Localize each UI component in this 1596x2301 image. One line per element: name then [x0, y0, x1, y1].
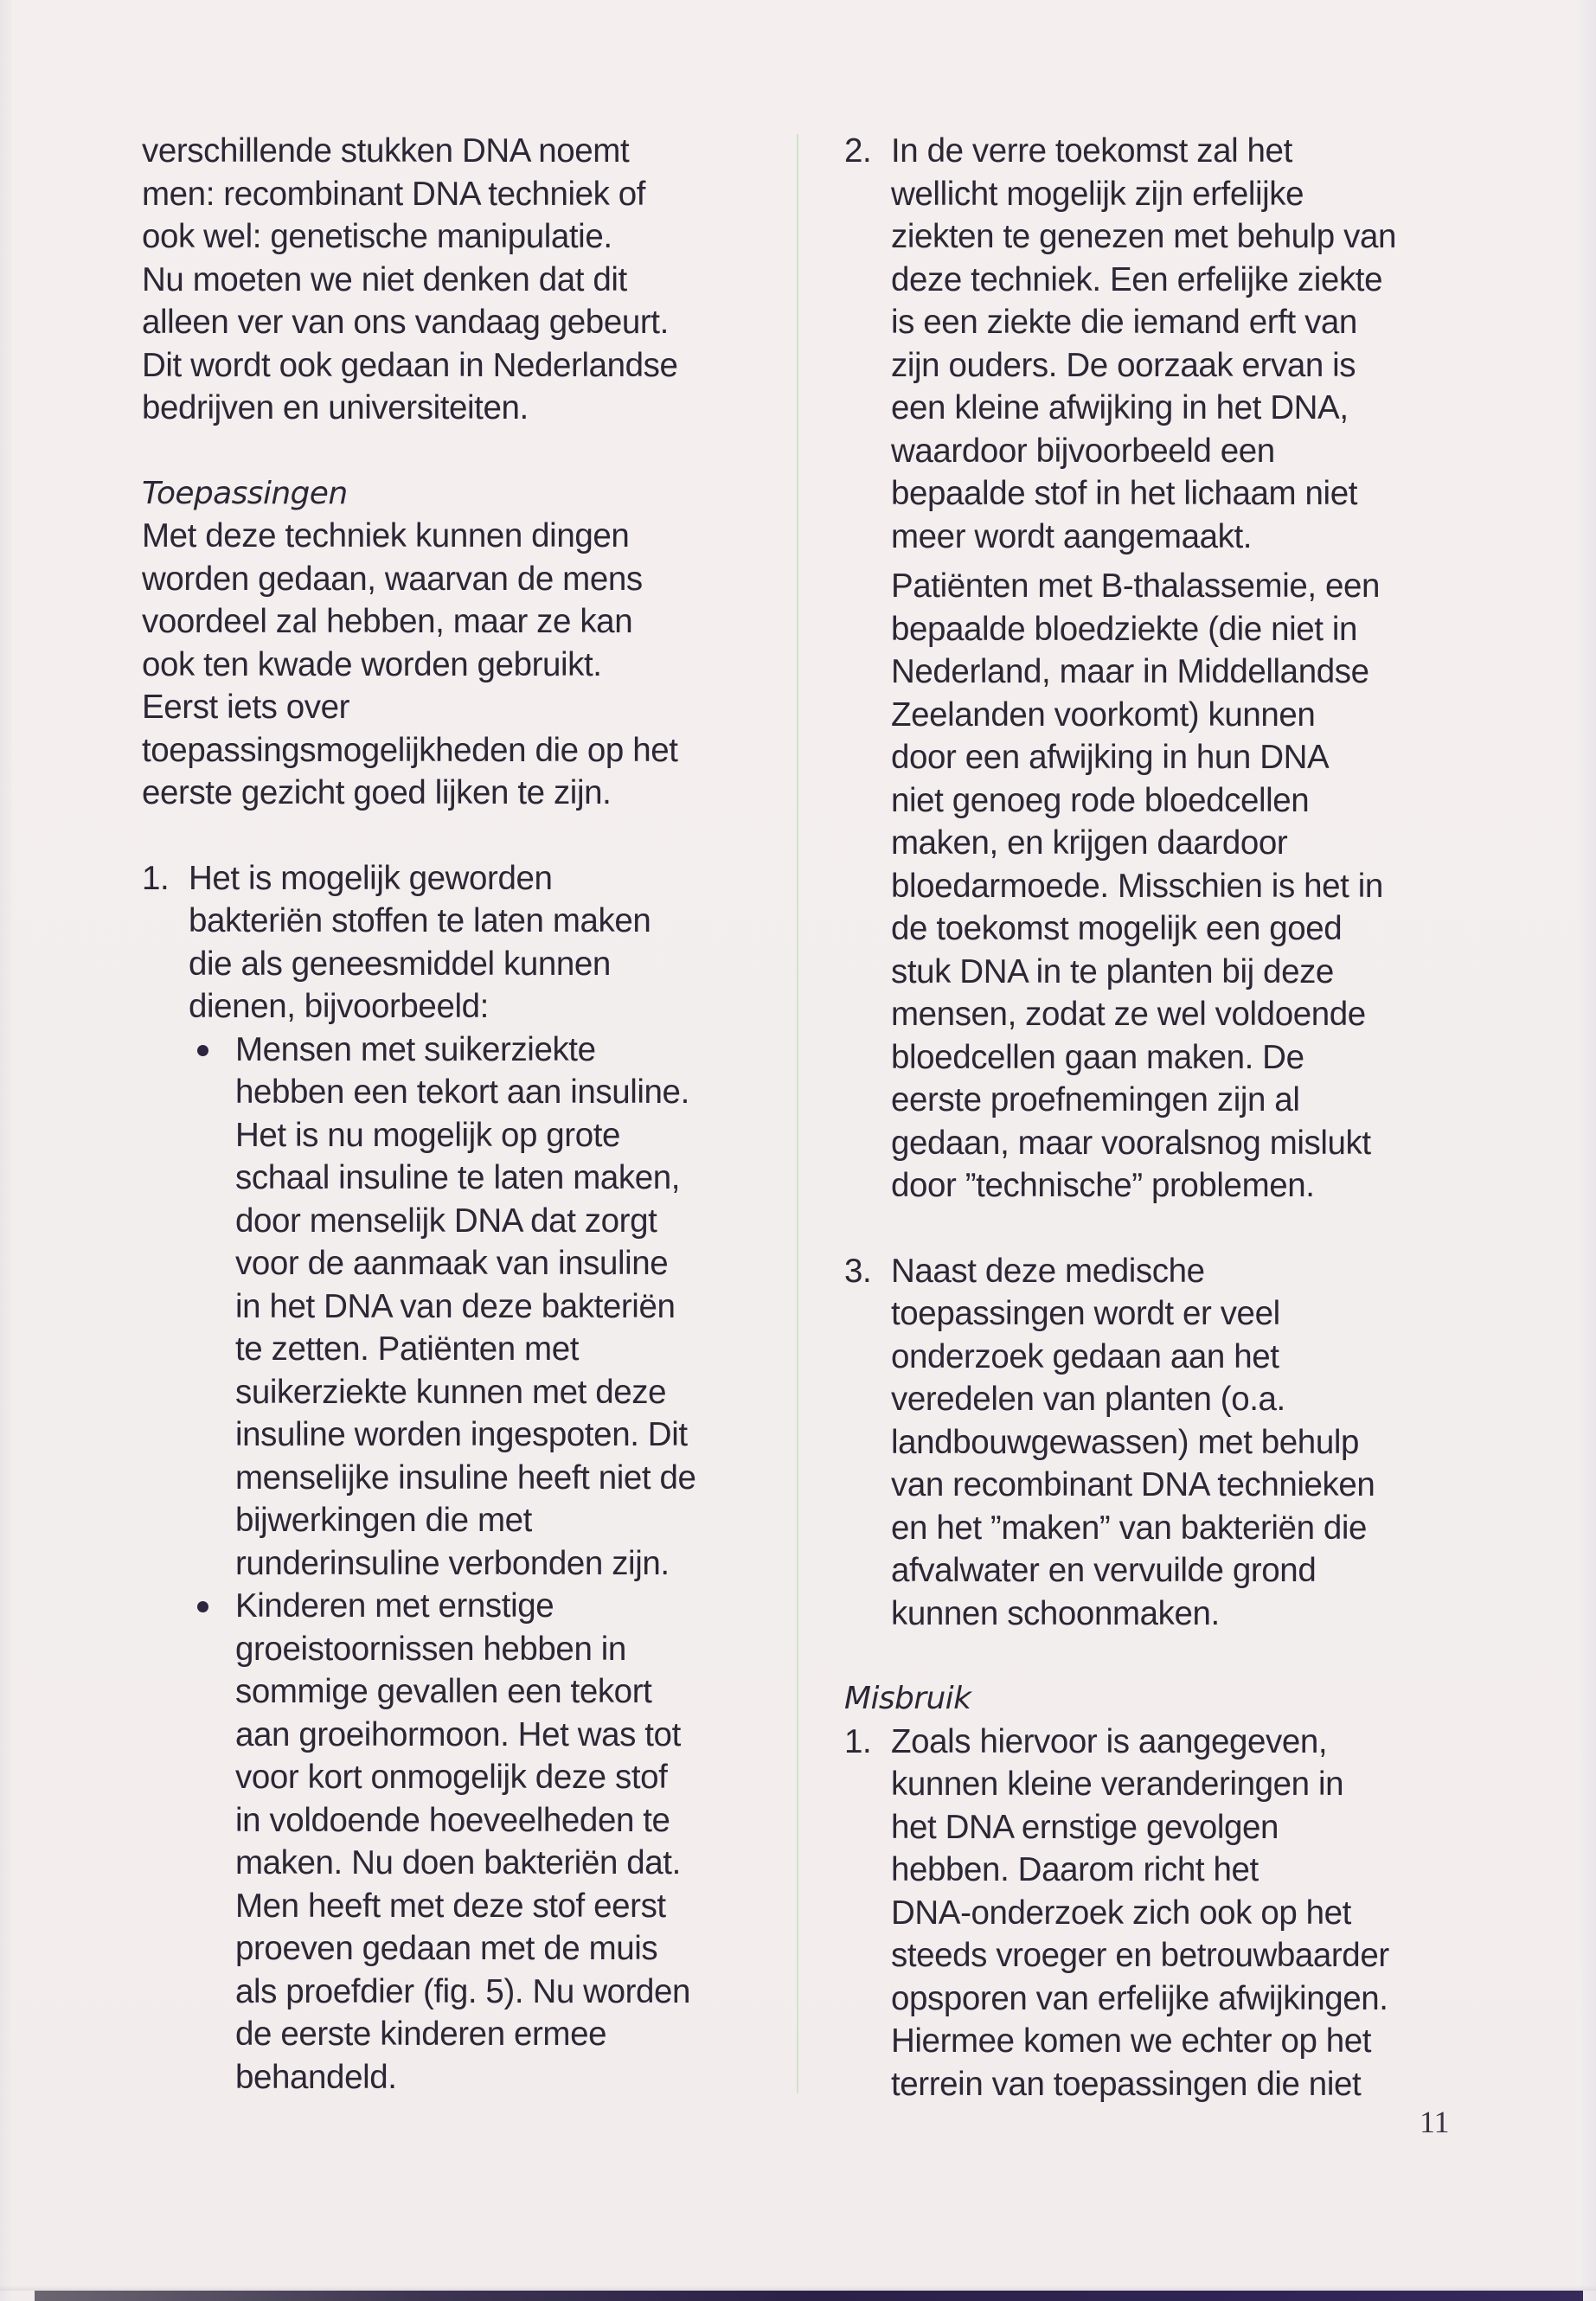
page-number: 11	[1420, 2105, 1450, 2139]
page-left-edge	[0, 0, 12, 2301]
text-line: runderinsuline verbonden zijn.	[235, 1544, 670, 1582]
text-line: ook ten kwade worden gebruikt.	[142, 645, 602, 683]
text-line: steeds vroeger en betrouwbaarder	[891, 1937, 1389, 1974]
text-line: verschillende stukken DNA noemt	[142, 132, 630, 170]
misbruik-numbered-item-1	[844, 1721, 1484, 2106]
text-line: proeven gedaan met de muis	[235, 1930, 658, 1967]
text-line: door een afwijking in hun DNA	[891, 739, 1330, 776]
text-line: als proefdier (fig. 5). Nu worden	[235, 1972, 691, 2010]
item-number: 1.	[844, 1722, 872, 1760]
item-number: 2.	[844, 132, 872, 170]
text-line: voordeel zal hebben, maar ze kan	[142, 603, 633, 640]
text-line: maken. Nu doen bakteriën dat.	[235, 1844, 681, 1881]
bullet-dot-icon	[197, 1601, 208, 1612]
text-line: waardoor bijvoorbeeld een	[891, 432, 1275, 470]
text-line: Mensen met suikerziekte	[235, 1030, 596, 1068]
text-line: In de verre toekomst zal het	[891, 132, 1292, 170]
text-line: DNA-onderzoek zich ook op het	[891, 1894, 1351, 1932]
item-number: 3.	[844, 1252, 872, 1290]
text-line: bepaalde stof in het lichaam niet	[891, 475, 1357, 512]
text-line: toepassingsmogelijkheden die op het	[142, 731, 678, 769]
text-line: bedrijven en universiteiten.	[142, 389, 529, 426]
text-line: bijwerkingen die met	[235, 1502, 532, 1539]
text-line: landbouwgewassen) met behulp	[891, 1423, 1359, 1461]
text-line: behandeld.	[235, 2058, 397, 2096]
text-line: Het is mogelijk geworden	[189, 859, 553, 897]
text-line: zijn ouders. De oorzaak ervan is	[891, 346, 1356, 384]
spacer	[142, 815, 782, 857]
left-column	[142, 130, 782, 2099]
spacer	[142, 430, 782, 472]
text-line: die als geneesmiddel kunnen	[189, 945, 611, 983]
text-line: dienen, bijvoorbeeld:	[189, 988, 489, 1025]
text-line: Hiermee komen we echter op het	[891, 2022, 1372, 2060]
text-line: suikerziekte kunnen met deze	[235, 1373, 667, 1411]
text-line: Zeelanden voorkomt) kunnen	[891, 695, 1316, 734]
text-line: terrein van toepassingen die niet	[891, 2065, 1362, 2103]
text-line: in het DNA van deze bakteriën	[235, 1287, 676, 1325]
bullet-item-groeihormoon	[189, 1585, 782, 2099]
text-line: van recombinant DNA technieken	[891, 1466, 1375, 1503]
text-line: schaal insuline te laten maken,	[235, 1159, 681, 1196]
text-line: het DNA ernstige gevolgen	[891, 1808, 1279, 1846]
text-line: Naast deze medische	[891, 1252, 1205, 1290]
text-line: niet genoeg rode bloedcellen	[891, 781, 1310, 819]
text-line: eerste proefnemingen zijn al	[891, 1081, 1300, 1118]
text-line: voor de aanmaak van insuline	[235, 1245, 669, 1282]
numbered-item-2	[844, 130, 1484, 1208]
text-line: Het is nu mogelijk op grote	[235, 1116, 621, 1154]
bullet-item-insuline	[189, 1029, 782, 1586]
text-line: Kinderen met ernstige	[235, 1587, 554, 1625]
numbered-item-3	[844, 1250, 1484, 1636]
text-line: bloedarmoede. Misschien is het in	[891, 867, 1383, 905]
item-number: 1.	[142, 859, 170, 897]
text-line: hebben een tekort aan insuline.	[235, 1074, 689, 1111]
text-line: worden gedaan, waarvan de mens	[142, 560, 643, 598]
text-line: maken, en krijgen daardoor	[891, 824, 1288, 862]
text-line: kunnen kleine veranderingen in	[891, 1766, 1344, 1803]
text-line: door ”technische” problemen.	[891, 1167, 1315, 1204]
text-line: bakteriën stoffen te laten maken	[189, 902, 651, 939]
text-line: aan groeihormoon. Het was tot	[235, 1715, 681, 1753]
text-line: onderzoek gedaan aan het	[891, 1337, 1279, 1375]
text-line: en het ”maken” van bakteriën die	[891, 1509, 1368, 1547]
text-line: men: recombinant DNA techniek of	[142, 175, 646, 213]
spacer	[891, 558, 1484, 565]
right-column	[844, 130, 1484, 2106]
text-line: hebben. Daarom richt het	[891, 1851, 1259, 1888]
text-line: Patiënten met B-thalassemie, een	[891, 567, 1381, 605]
text-line: in voldoende hoeveelheden te	[235, 1801, 670, 1839]
section-heading-toepassingen: Toepassingen	[142, 475, 348, 511]
text-line: gedaan, maar vooralsnog mislukt	[891, 1124, 1371, 1162]
text-line: insuline worden ingespoten. Dit	[235, 1416, 688, 1453]
text-line: stuk DNA in te planten bij deze	[891, 952, 1334, 990]
text-line: veredelen van planten (o.a.	[891, 1381, 1285, 1418]
item-body	[891, 1250, 1484, 1636]
item-body	[891, 1721, 1484, 2106]
text-line: voor kort onmogelijk deze stof	[235, 1759, 668, 1796]
text-line: Met deze techniek kunnen dingen	[142, 517, 630, 554]
text-line: wellicht mogelijk zijn erfelijke	[891, 175, 1304, 213]
item-body	[891, 130, 1484, 1208]
text-line: de eerste kinderen ermee	[235, 2016, 607, 2053]
text-line: Nu moeten we niet denken dat dit	[142, 260, 627, 298]
text-line: de toekomst mogelijk een goed	[891, 910, 1343, 947]
text-line: toepassingen wordt er veel	[891, 1295, 1280, 1332]
text-line: is een ziekte die iemand erft van	[891, 304, 1357, 341]
text-line: eerste gezicht goed lijken te zijn.	[142, 774, 612, 811]
text-line: menselijke insuline heeft niet de	[235, 1458, 696, 1497]
text-line: opsporen van erfelijke afwijkingen.	[891, 1979, 1388, 2017]
bullet-body	[235, 1029, 782, 1586]
text-line: Zoals hiervoor is aangegeven,	[891, 1722, 1328, 1760]
bullet-dot-icon	[197, 1045, 208, 1056]
text-line: sommige gevallen een tekort	[235, 1673, 652, 1710]
text-line: ook wel: genetische manipulatie.	[142, 218, 612, 255]
page-bottom-edge	[35, 2291, 1583, 2301]
column-divider	[797, 134, 798, 2093]
text-line: mensen, zodat ze wel voldoende	[891, 996, 1366, 1033]
text-line: bloedcellen gaan maken. De	[891, 1038, 1304, 1076]
page-right-edge	[1577, 0, 1596, 2301]
text-line: door menselijk DNA dat zorgt	[235, 1202, 657, 1240]
text-line: deze techniek. Een erfelijke ziekte	[891, 260, 1383, 298]
text-line: meer wordt aangemaakt.	[891, 517, 1253, 555]
spacer	[844, 1208, 1484, 1250]
section-heading-misbruik: Misbruik	[844, 1681, 971, 1716]
text-line: kunnen schoonmaken.	[891, 1594, 1220, 1632]
text-line: Men heeft met deze stof eerst	[235, 1887, 666, 1925]
numbered-item-1	[142, 857, 782, 2099]
text-line: te zetten. Patiënten met	[235, 1330, 580, 1368]
text-line: Dit wordt ook gedaan in Nederlandse	[142, 346, 678, 384]
text-line: Eerst iets over	[142, 689, 350, 726]
item-body	[189, 857, 782, 2099]
spacer	[844, 1635, 1484, 1677]
text-line: alleen ver van ons vandaag gebeurt.	[142, 304, 669, 341]
bullet-body	[235, 1585, 782, 2099]
toepassingen-paragraph	[142, 515, 782, 815]
text-line: ziekten te genezen met behulp van	[891, 218, 1396, 255]
text-line: groeistoornissen hebben in	[235, 1630, 626, 1668]
text-line: een kleine afwijking in het DNA,	[891, 389, 1349, 426]
text-line: Nederland, maar in Middellandse	[891, 653, 1369, 690]
intro-paragraph	[142, 130, 782, 430]
text-line: afvalwater en vervuilde grond	[891, 1552, 1317, 1589]
text-line: bepaalde bloedziekte (die niet in	[891, 610, 1358, 648]
